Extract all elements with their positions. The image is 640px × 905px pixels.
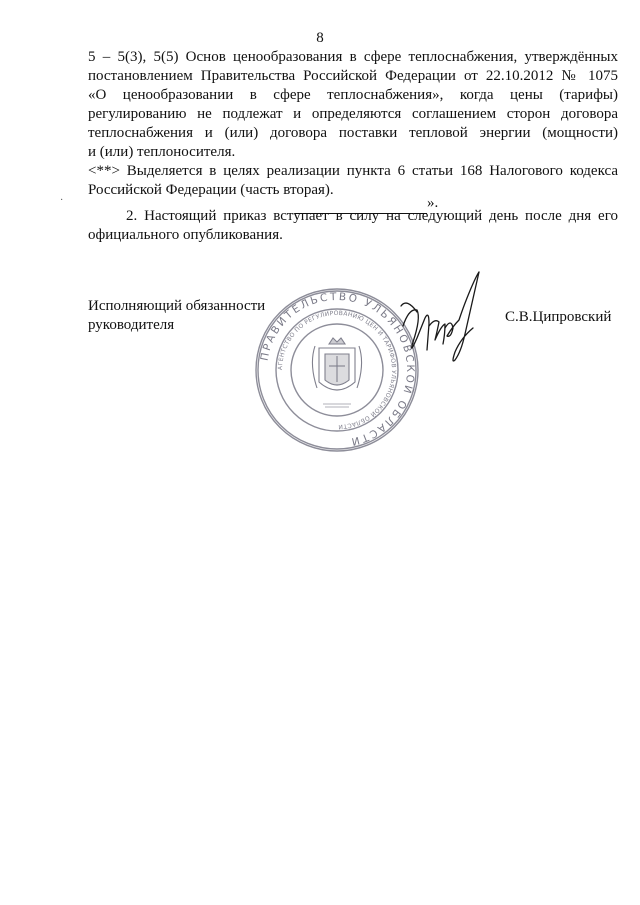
- closing-quote-mark: ».: [427, 195, 439, 211]
- paragraph-1-line: «О ценообразовании в сфере теплоснабжения», когда цены (тарифы): [88, 87, 618, 103]
- paragraph-2: [88, 207, 618, 245]
- footnote-line: Российской Федерации (часть вторая).: [88, 182, 334, 198]
- coat-of-arms-icon: [312, 338, 361, 390]
- signatory-title: [88, 297, 265, 335]
- signatory-title-line: руководителя: [88, 317, 175, 333]
- paragraph-2-line: 2. Настоящий приказ вступает в силу на следующий день после дня его: [126, 208, 618, 224]
- paragraph-1-line: теплоснабжения и (или) договора поставки тепловой энергии (мощности): [88, 125, 618, 141]
- paragraph-1-line: постановлением Правительства Российской Федерации от 22.10.2012 № 1075: [88, 68, 618, 84]
- paragraph-1: [88, 48, 618, 200]
- signatory-title-line: Исполняющий обязанности: [88, 298, 266, 314]
- handwritten-signature: [395, 268, 485, 378]
- signatory-name: С.В.Ципровский: [505, 309, 612, 325]
- paragraph-1-line: и (или) теплоносителя.: [88, 144, 236, 160]
- footnote-line: <**> Выделяется в целях реализации пункта 6 статьи 168 Налогового кодекса: [88, 163, 618, 179]
- paragraph-1-line: регулированию не подлежат и определяются соглашением сторон договора: [88, 106, 618, 122]
- paragraph-1-line: 5 – 5(3), 5(5) Основ ценообразования в сфере теплоснабжения, утверждённых: [88, 49, 618, 65]
- seal-outer-text: ПРАВИТЕЛЬСТВО УЛЬЯНОВСКОЙ ОБЛАСТИ: [258, 290, 417, 448]
- seal-inner-text: АГЕНТСТВО ПО РЕГУЛИРОВАНИЮ ЦЕН И ТАРИФОВ УЛЬЯНОВСКОЙ ОБЛАСТИ: [276, 309, 398, 431]
- page-number: 8: [316, 30, 324, 46]
- paragraph-2-line: официального опубликования.: [88, 227, 283, 243]
- margin-mark: ·: [60, 195, 64, 206]
